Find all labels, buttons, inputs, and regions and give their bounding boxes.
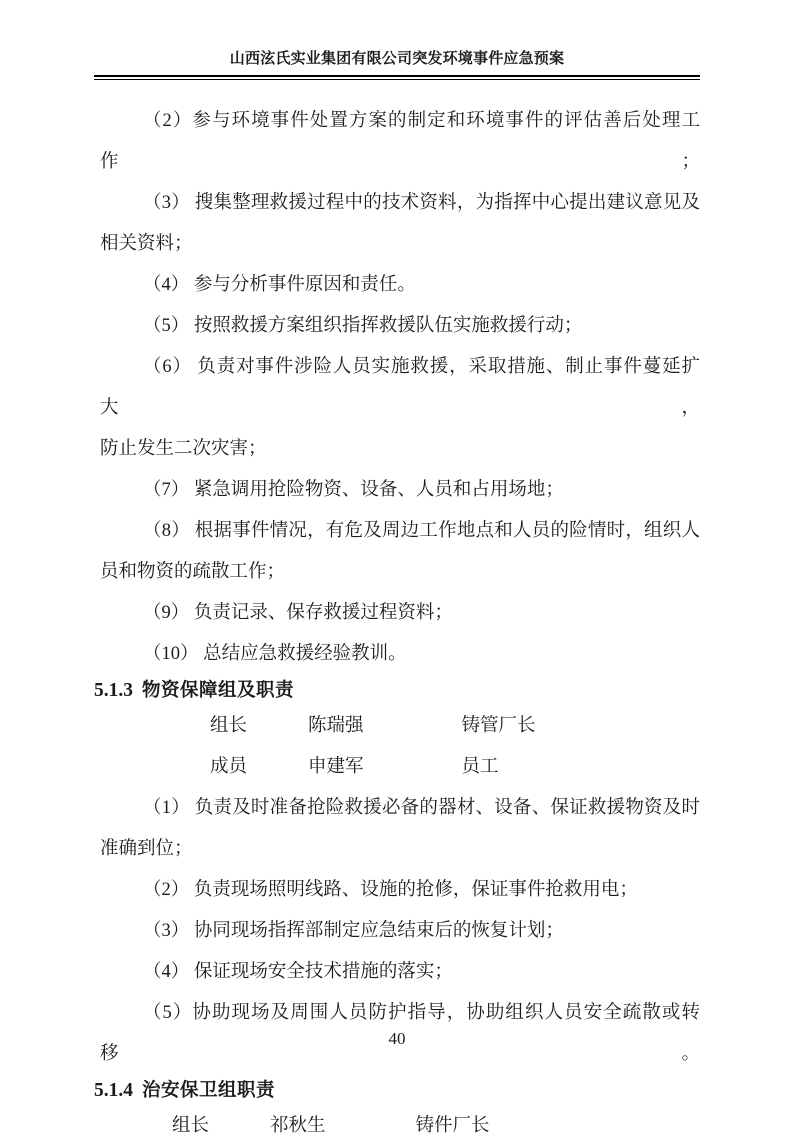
list-item-7: （7） 紧急调用抢险物资、设备、人员和占用场地； bbox=[143, 480, 564, 500]
member-role: 成员 bbox=[210, 757, 248, 777]
duty-item-3: （3） 协同现场指挥部制定应急结束后的恢复计划； bbox=[143, 921, 564, 941]
section-title: 治安保卫组职责 bbox=[142, 1079, 276, 1100]
page-header-title: 山西泫氏实业集团有限公司突发环境事件应急预案 bbox=[229, 50, 565, 67]
list-item-10: （10） 总结应急救援经验教训。 bbox=[143, 644, 407, 664]
duty-item-4: （4） 保证现场安全技术措施的落实； bbox=[143, 962, 453, 982]
section-title: 物资保障组及职责 bbox=[142, 679, 295, 700]
list-item-2: （2）参与环境事件处置方案的制定和环境事件的评估善后处理工作； bbox=[100, 111, 700, 172]
list-item-5: （5） 按照救援方案组织指挥救援队伍实施救援行动； bbox=[143, 316, 583, 336]
duty-item-1: （1） 负责及时准备抢险救援必备的器材、设备、保证救援物资及时 准确到位； bbox=[100, 798, 700, 859]
page-number: 40 bbox=[388, 1029, 406, 1048]
section-number: 5.1.3 bbox=[94, 680, 133, 701]
member-row-member bbox=[100, 747, 700, 788]
document-body bbox=[94, 101, 700, 1147]
section-heading-514 bbox=[94, 1075, 700, 1106]
member-role: 组长 bbox=[172, 1116, 210, 1136]
member-post: 铸管厂长 bbox=[461, 716, 536, 736]
member-post: 铸件厂长 bbox=[415, 1116, 490, 1136]
member-name: 陈瑞强 bbox=[308, 716, 364, 736]
member-name: 祁秋生 bbox=[270, 1116, 326, 1136]
member-role: 组长 bbox=[210, 716, 248, 736]
list-item-3: （3） 搜集整理救援过程中的技术资料，为指挥中心提出建议意见及 相关资料； bbox=[100, 193, 700, 254]
member-row-leader bbox=[100, 706, 700, 747]
list-item-4: （4） 参与分析事件原因和责任。 bbox=[143, 275, 416, 295]
member-post: 员工 bbox=[461, 757, 499, 777]
section-number: 5.1.4 bbox=[94, 1080, 133, 1101]
list-item-8: （8） 根据事件情况，有危及周边工作地点和人员的险情时，组织人 员和物资的疏散工作； bbox=[100, 521, 700, 582]
member-row-leader bbox=[100, 1106, 700, 1147]
header-divider bbox=[94, 75, 700, 80]
duty-item-2: （2） 负责现场照明线路、设施的抢修，保证事件抢救用电； bbox=[143, 880, 638, 900]
member-name: 申建军 bbox=[308, 757, 364, 777]
section-heading-513 bbox=[94, 675, 700, 706]
list-item-9: （9） 负责记录、保存救援过程资料； bbox=[143, 603, 453, 623]
list-item-6: （6） 负责对事件涉险人员实施救援，采取措施、制止事件蔓延扩大， 防止发生二次灾害； bbox=[100, 357, 700, 459]
duty-item-5: （5）协助现场及周围人员防护指导，协助组织人员安全疏散或转移。 bbox=[100, 1003, 700, 1064]
